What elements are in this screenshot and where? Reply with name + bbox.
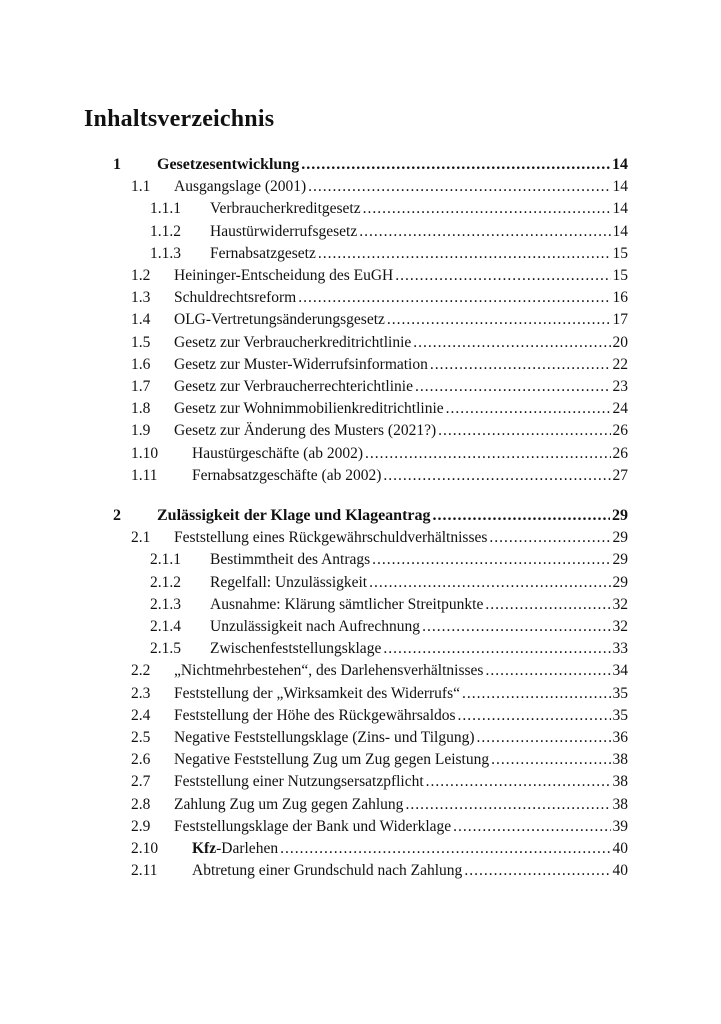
toc-page-number: 32 <box>612 618 628 635</box>
toc-page-number: 40 <box>612 840 628 857</box>
toc-dot-leader <box>383 638 610 660</box>
toc-entry-title: Gesetz zur Verbraucherkreditrichtlinie <box>174 334 412 351</box>
toc-page-number: 26 <box>612 445 628 462</box>
toc-entry-title: „Nichtmehrbestehen“, des Darlehensverhältnisses <box>174 662 484 679</box>
toc-dot-leader <box>405 794 610 816</box>
toc-page-number: 40 <box>612 862 628 879</box>
toc-entry-number: 2.1 <box>131 529 151 546</box>
toc-entry-number: 1.1.2 <box>150 223 181 240</box>
toc-entry-title: Ausgangslage (2001) <box>174 178 307 195</box>
toc-entry-title: Regelfall: Unzulässigkeit <box>210 574 368 591</box>
toc-dot-leader <box>395 265 610 287</box>
toc-entry-number: 1.1.3 <box>150 245 181 262</box>
toc-entry-title: Gesetzesentwicklung <box>157 156 300 173</box>
toc-entry-number: 1.11 <box>131 467 158 484</box>
toc-entry[interactable] <box>131 527 628 549</box>
toc-entry-number: 2.6 <box>131 751 151 768</box>
toc-entry[interactable] <box>150 221 628 243</box>
toc-entry[interactable] <box>131 376 628 398</box>
toc-dot-leader <box>363 198 611 220</box>
toc-entry[interactable] <box>131 860 628 882</box>
toc-dot-leader <box>446 398 611 420</box>
toc-entry-number: 2.9 <box>131 818 151 835</box>
toc-page-number: 20 <box>612 334 628 351</box>
toc-dot-leader <box>298 287 610 309</box>
toc-entry-number: 2.2 <box>131 662 151 679</box>
toc-page-number: 14 <box>612 178 628 195</box>
toc-entry-title: Negative Feststellung Zug um Zug gegen Leistung <box>174 751 490 768</box>
toc-dot-leader <box>308 176 610 198</box>
toc-entry-number: 1.6 <box>131 356 151 373</box>
toc-entry-title-rest: -Darlehen <box>216 840 279 857</box>
toc-entry[interactable] <box>150 198 628 220</box>
toc-entry[interactable] <box>131 705 628 727</box>
toc-entry-title: OLG-Vertretungsänderungsgesetz <box>174 311 385 328</box>
toc-entry-title: Gesetz zur Wohnimmobilienkreditrichtlinie <box>174 400 444 417</box>
toc-entry-title: Bestimmtheit des Antrags <box>210 551 371 568</box>
toc-entry-title: Heininger-Entscheidung des EuGH <box>174 267 394 284</box>
toc-dot-leader <box>426 771 611 793</box>
toc-dot-leader <box>383 465 610 487</box>
toc-entry-title: Feststellung einer Nutzungsersatzpflicht <box>174 773 424 790</box>
toc-entry[interactable] <box>131 749 628 771</box>
toc-page-number: 15 <box>612 245 628 262</box>
toc-entry-number: 1.2 <box>131 267 151 284</box>
page-title: Inhaltsverzeichnis <box>84 106 275 132</box>
toc-entry-number: 1.8 <box>131 400 151 417</box>
toc-entry-number: 2 <box>113 507 121 524</box>
toc-page-number: 16 <box>612 289 628 306</box>
toc-entry[interactable] <box>131 354 628 376</box>
toc-page-number: 17 <box>612 311 628 328</box>
toc-page-number: 14 <box>612 200 628 217</box>
toc-entry-title: Negative Feststellungsklage (Zins- und Tilgung) <box>174 729 475 746</box>
toc-entry[interactable] <box>131 816 628 838</box>
toc-dot-leader <box>462 683 610 705</box>
toc-entry-title: Zahlung Zug um Zug gegen Zahlung <box>174 796 404 813</box>
toc-entry-title: Gesetz zur Verbraucherrechterichtlinie <box>174 378 413 395</box>
toc-entry[interactable] <box>131 287 628 309</box>
toc-dot-leader <box>280 838 610 860</box>
toc-entry[interactable] <box>131 332 628 354</box>
toc-entry-number: 1.4 <box>131 311 151 328</box>
toc-page-number: 33 <box>612 640 628 657</box>
toc-entry-title: Haustürwiderrufsgesetz <box>210 223 358 240</box>
toc-page-number: 27 <box>612 467 628 484</box>
toc-entry[interactable] <box>150 243 628 265</box>
toc-page-number: 26 <box>612 422 628 439</box>
toc-entry-title: Feststellung der „Wirksamkeit des Widerrufs“ <box>174 685 461 702</box>
toc-page-number: 14 <box>612 223 628 240</box>
toc-entry[interactable] <box>150 572 628 594</box>
toc-dot-leader <box>485 594 610 616</box>
toc-entry-number: 2.10 <box>131 840 159 857</box>
toc-dot-leader <box>387 309 611 331</box>
toc-entry[interactable] <box>131 465 628 487</box>
toc-entry-number: 2.8 <box>131 796 151 813</box>
toc-entry[interactable] <box>131 660 628 682</box>
toc-entry-title: Gesetz zur Muster-Widerrufsinformation <box>174 356 428 373</box>
toc-dot-leader <box>458 705 611 727</box>
toc-entry[interactable] <box>150 638 628 660</box>
toc-page-number: 35 <box>612 685 628 702</box>
toc-entry[interactable] <box>131 443 628 465</box>
toc-entry-number: 2.1.4 <box>150 618 181 635</box>
toc-entry-number: 2.1.3 <box>150 596 181 613</box>
toc-dot-leader <box>430 354 611 376</box>
toc-entry-number: 2.5 <box>131 729 151 746</box>
toc-page-number: 14 <box>612 156 628 173</box>
toc-entry-number: 1.7 <box>131 378 151 395</box>
toc-page-number: 39 <box>612 818 628 835</box>
toc-entry-title: Feststellung eines Rückgewährschuldverhältnisses <box>174 529 488 546</box>
toc-page-number: 29 <box>612 529 628 546</box>
toc-entry-title: Schuldrechtsreform <box>174 289 297 306</box>
toc-entry-number: 1.10 <box>131 445 159 462</box>
toc-entry-number: 2.4 <box>131 707 151 724</box>
toc-page-number: 35 <box>612 707 628 724</box>
toc-entry-title: Ausnahme: Klärung sämtlicher Streitpunkte <box>210 596 484 613</box>
toc-entry[interactable] <box>131 265 628 287</box>
toc-page-number: 34 <box>612 662 628 679</box>
toc-dot-leader <box>422 616 610 638</box>
toc-entry[interactable] <box>131 794 628 816</box>
toc-entry-number: 1.3 <box>131 289 151 306</box>
toc-page-number: 29 <box>612 507 628 524</box>
toc-page-number: 29 <box>612 574 628 591</box>
toc-page-number: 38 <box>612 751 628 768</box>
toc-entry-title: Haustürgeschäfte (ab 2002) <box>192 445 364 462</box>
toc-entry-number: 2.1.1 <box>150 551 181 568</box>
toc-chapter-entry[interactable] <box>113 505 628 527</box>
toc-entry-title: Fernabsatzgeschäfte (ab 2002) <box>192 467 382 484</box>
toc-chapter-entry[interactable] <box>113 154 628 176</box>
toc-dot-leader <box>433 505 610 527</box>
toc-entry-title: Feststellung der Höhe des Rückgewährsaldos <box>174 707 456 724</box>
toc-dot-leader <box>372 549 610 571</box>
toc-entry-title <box>192 838 278 860</box>
toc-dot-leader <box>415 376 611 398</box>
toc-dot-leader <box>365 443 610 465</box>
toc-entry-title: Zwischenfeststellungsklage <box>210 640 382 657</box>
toc-entry-number: 1.5 <box>131 334 151 351</box>
toc-dot-leader <box>413 332 610 354</box>
toc-dot-leader <box>477 727 611 749</box>
toc-entry-number: 1.1.1 <box>150 200 181 217</box>
toc-page-number: 38 <box>612 796 628 813</box>
toc-page-number: 15 <box>612 267 628 284</box>
toc-entry[interactable] <box>150 616 628 638</box>
toc-entry-title: Verbraucherkreditgesetz <box>210 200 361 217</box>
toc-page-number: 24 <box>612 400 628 417</box>
toc-entry[interactable] <box>131 176 628 198</box>
toc-entry[interactable] <box>131 683 628 705</box>
toc-entry[interactable] <box>131 838 628 860</box>
toc-entry[interactable] <box>131 771 628 793</box>
toc-entry-title: Feststellungsklage der Bank und Widerklage <box>174 818 452 835</box>
toc-entry[interactable] <box>150 549 628 571</box>
toc-entry-number: 2.1.5 <box>150 640 181 657</box>
toc-entry-number: 1.1 <box>131 178 151 195</box>
toc-dot-leader <box>489 527 610 549</box>
toc-entry-number: 1.9 <box>131 422 151 439</box>
toc-entry[interactable] <box>131 309 628 331</box>
toc-dot-leader <box>301 154 610 176</box>
toc-entry[interactable] <box>131 727 628 749</box>
toc-entry-number: 2.1.2 <box>150 574 181 591</box>
toc-page-number: 22 <box>612 356 628 373</box>
toc-page-number: 32 <box>612 596 628 613</box>
toc-dot-leader <box>464 860 610 882</box>
toc-entry-number: 2.3 <box>131 685 151 702</box>
toc-page-number: 23 <box>612 378 628 395</box>
toc-page-number: 38 <box>612 773 628 790</box>
toc-dot-leader <box>318 243 611 265</box>
toc-dot-leader <box>359 221 610 243</box>
toc-entry-title-bold: Kfz <box>192 840 217 857</box>
toc-entry-number: 2.11 <box>131 862 158 879</box>
toc-entry-title: Zulässigkeit der Klage und Klageantrag <box>157 507 431 524</box>
toc-entry-title: Abtretung einer Grundschuld nach Zahlung <box>192 862 463 879</box>
toc-entry[interactable] <box>150 594 628 616</box>
toc-dot-leader <box>438 420 610 442</box>
toc-entry-title: Gesetz zur Änderung des Musters (2021?) <box>174 422 437 439</box>
toc-entry[interactable] <box>131 420 628 442</box>
toc-page-number: 36 <box>612 729 628 746</box>
toc-entry-title: Fernabsatzgesetz <box>210 245 316 262</box>
toc-dot-leader <box>485 660 610 682</box>
toc-entry-title: Unzulässigkeit nach Aufrechnung <box>210 618 421 635</box>
toc-entry[interactable] <box>131 398 628 420</box>
toc-entry-number: 2.7 <box>131 773 151 790</box>
toc-dot-leader <box>491 749 610 771</box>
toc-dot-leader <box>369 572 610 594</box>
toc-entry-number: 1 <box>113 156 121 173</box>
toc-page-number: 29 <box>612 551 628 568</box>
toc-dot-leader <box>453 816 610 838</box>
